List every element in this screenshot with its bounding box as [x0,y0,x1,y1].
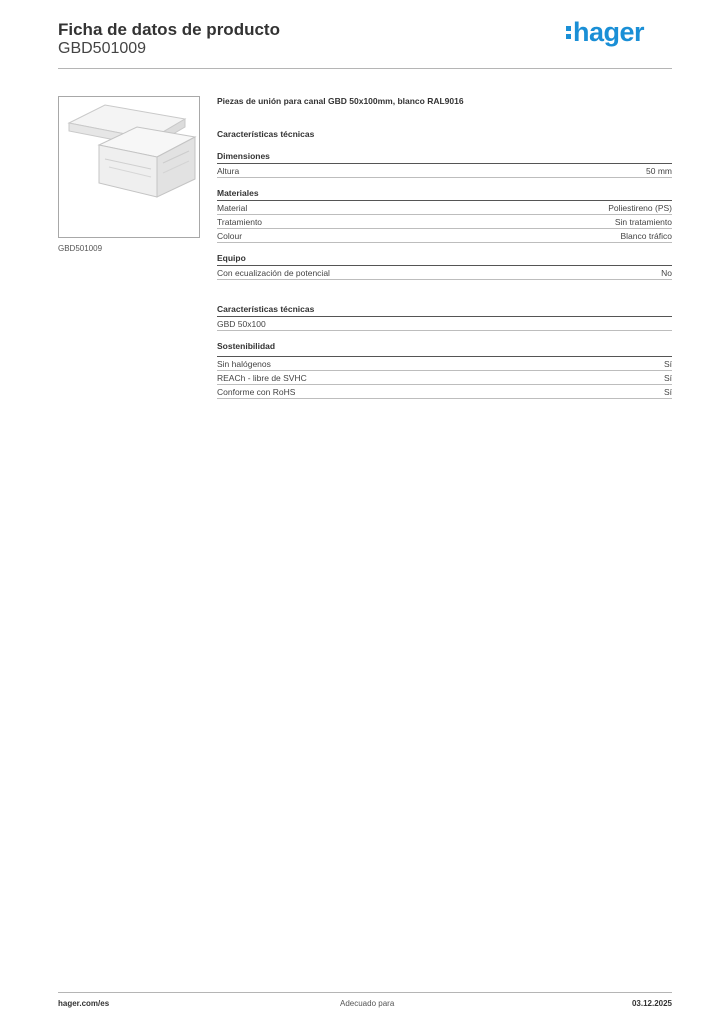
spec-label: Con ecualización de potencial [217,268,330,278]
group-title: Equipo [217,253,672,266]
spec-row [217,371,672,385]
spec-row [217,357,672,371]
group-dimensiones [217,151,672,178]
spec-value: Sin tratamiento [614,217,672,227]
section-title: Características técnicas [217,129,315,139]
spec-label: Sin halógenos [217,359,271,369]
spec-row [217,201,672,215]
spec-row [217,385,672,399]
spec-label: Colour [217,231,243,241]
header-divider [58,68,672,69]
footer-date: 03.12.2025 [631,999,672,1008]
spec-value: Blanco tráfico [620,231,672,241]
spec-value: Sí [663,387,672,397]
group-title: Materiales [217,188,672,201]
spec-label: Tratamiento [217,217,263,227]
group-title: Dimensiones [217,151,672,164]
spec-value: Poliestireno (PS) [608,203,672,213]
spec-row [217,266,672,280]
hager-logo [566,17,644,48]
page-title: Ficha de datos de producto [58,20,280,39]
group-title: Sostenibilidad [217,341,672,357]
image-caption: GBD501009 [58,244,103,253]
spec-label: Altura [217,166,240,176]
spec-row [217,229,672,243]
group-equipo [217,253,672,280]
product-photo-icon [59,97,199,237]
logo-dots-icon [566,23,571,42]
spec-content [217,95,672,399]
group-title: Características técnicas [217,304,672,317]
spec-row [217,317,672,331]
product-description: Piezas de unión para canal GBD 50x100mm, blanco RAL9016 [217,96,464,106]
footer-divider [58,992,672,993]
spec-row [217,164,672,178]
group-caracteristicas [217,304,672,331]
group-materiales [217,188,672,243]
product-code: GBD501009 [58,40,147,57]
spec-value: Sí [663,359,672,369]
spec-row [217,215,672,229]
spec-value: Sí [663,373,672,383]
product-image [58,96,200,238]
spec-label: GBD 50x100 [217,319,266,329]
spec-value: 50 mm [646,166,672,176]
spec-label: REACh - libre de SVHC [217,373,307,383]
logo-text: hager [573,17,645,47]
footer-website-link[interactable]: hager.com/es [58,999,110,1008]
spec-label: Conforme con RoHS [217,387,296,397]
footer-suitability: Adecuado para [340,999,395,1008]
spec-value: No [661,268,672,278]
group-sostenibilidad [217,341,672,399]
spec-label: Material [217,203,248,213]
